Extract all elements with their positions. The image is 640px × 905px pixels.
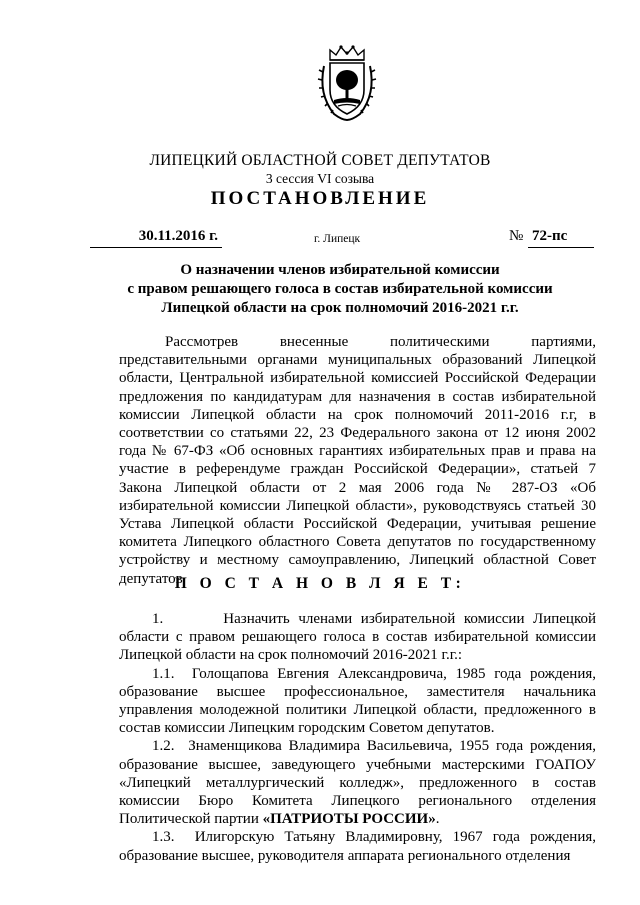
- item-text: Назначить членами избирательной комиссии Липецкой области с правом решающего голоса в состав избирательной комиссии Липецкой области на срок полномочий 2016-2021 г.г.:: [119, 611, 597, 664]
- item-text: Знаменщикова Владимира Васильевича, 1955 года рождения, образование высшее, заведующего учебными мастерскими ГОАПОУ «Липецкий металлургический колледж», предложенного в состав комиссии Бюро Комитета Липецкого регионального отделения Политической партии: [119, 738, 597, 828]
- item-text: Илигорскую Татьяну Владимировну, 1967 года рождения, образование высшее, руководителя аппарата регионального отделения: [119, 829, 597, 864]
- item-number: 1.1.: [152, 665, 175, 682]
- subject-line: Липецкой области на срок полномочий 2016-2021 г.г.: [161, 300, 519, 316]
- subject-line: О назначении членов избирательной комиссии: [180, 262, 500, 278]
- document-subject: [100, 261, 580, 318]
- item-number: 1.: [152, 611, 164, 627]
- item-number: 1.3.: [152, 829, 175, 846]
- decree-items: [119, 610, 596, 865]
- document-city: г. Липецк: [314, 233, 361, 245]
- decree-item-1-2: [119, 737, 596, 828]
- item-text: Голощапова Евгения Александровича, 1985 года рождения, образование высшее профессиональное, заместителя начальника управления молодежной политики Липецкой области, предложенного в состав комиссии Липецким городским Советом депутатов.: [119, 665, 597, 737]
- document-date: 30.11.2016 г.: [90, 228, 222, 248]
- party-name: «ПАТРИОТЫ РОССИИ»: [262, 811, 436, 828]
- document-title: ПОСТАНОВЛЕНИЕ: [210, 188, 430, 209]
- subject-line: с правом решающего голоса в состав избирательной комиссии: [127, 281, 553, 297]
- preamble-paragraph: Рассмотрев внесенные политическими партиями, представительными органами муниципальных образований Липецкой области, Центральной избирательной комиссией Российской Федерации предложения по кандидатурам для назначения в состав избирательной комиссии Липецкой области на срок полномочий 2011-2016 г.г, в соответствии со статьями 22, 23 Федерального закона от 12 июня 2002 года № 67-ФЗ «Об основных гарантиях избирательных прав и права на участие в референдуме граждан Российской Федерации», статьей 7 Закона Липецкой области от 2 мая 2006 года № 287-ОЗ «Об избирательной комиссии Липецкой области», руководствуясь статьей 30 Устава Липецкой области Российской Федерации, учитывая решение комитета Липецкого областного Совета депутатов по государственному устройству и местному самоуправлению, Липецкий областной Совет депутатов: [119, 334, 596, 587]
- preamble-block: [119, 333, 596, 588]
- decrees-heading: П О С Т А Н О В Л Я Е Т:: [174, 575, 466, 592]
- lipetsk-coat-of-arms-emblem: [316, 44, 378, 122]
- decree-item-1-3: [119, 828, 596, 864]
- item-text-end: .: [435, 811, 440, 828]
- number-sign: №: [509, 228, 524, 244]
- decree-item-1: [119, 610, 596, 665]
- decree-item-1-1: [119, 665, 596, 738]
- session-line: 3 сессия VI созыва: [265, 171, 375, 186]
- document-number: 72-пс: [528, 228, 594, 248]
- organization-name: ЛИПЕЦКИЙ ОБЛАСТНОЙ СОВЕТ ДЕПУТАТОВ: [149, 152, 491, 169]
- item-number: 1.2.: [152, 738, 175, 755]
